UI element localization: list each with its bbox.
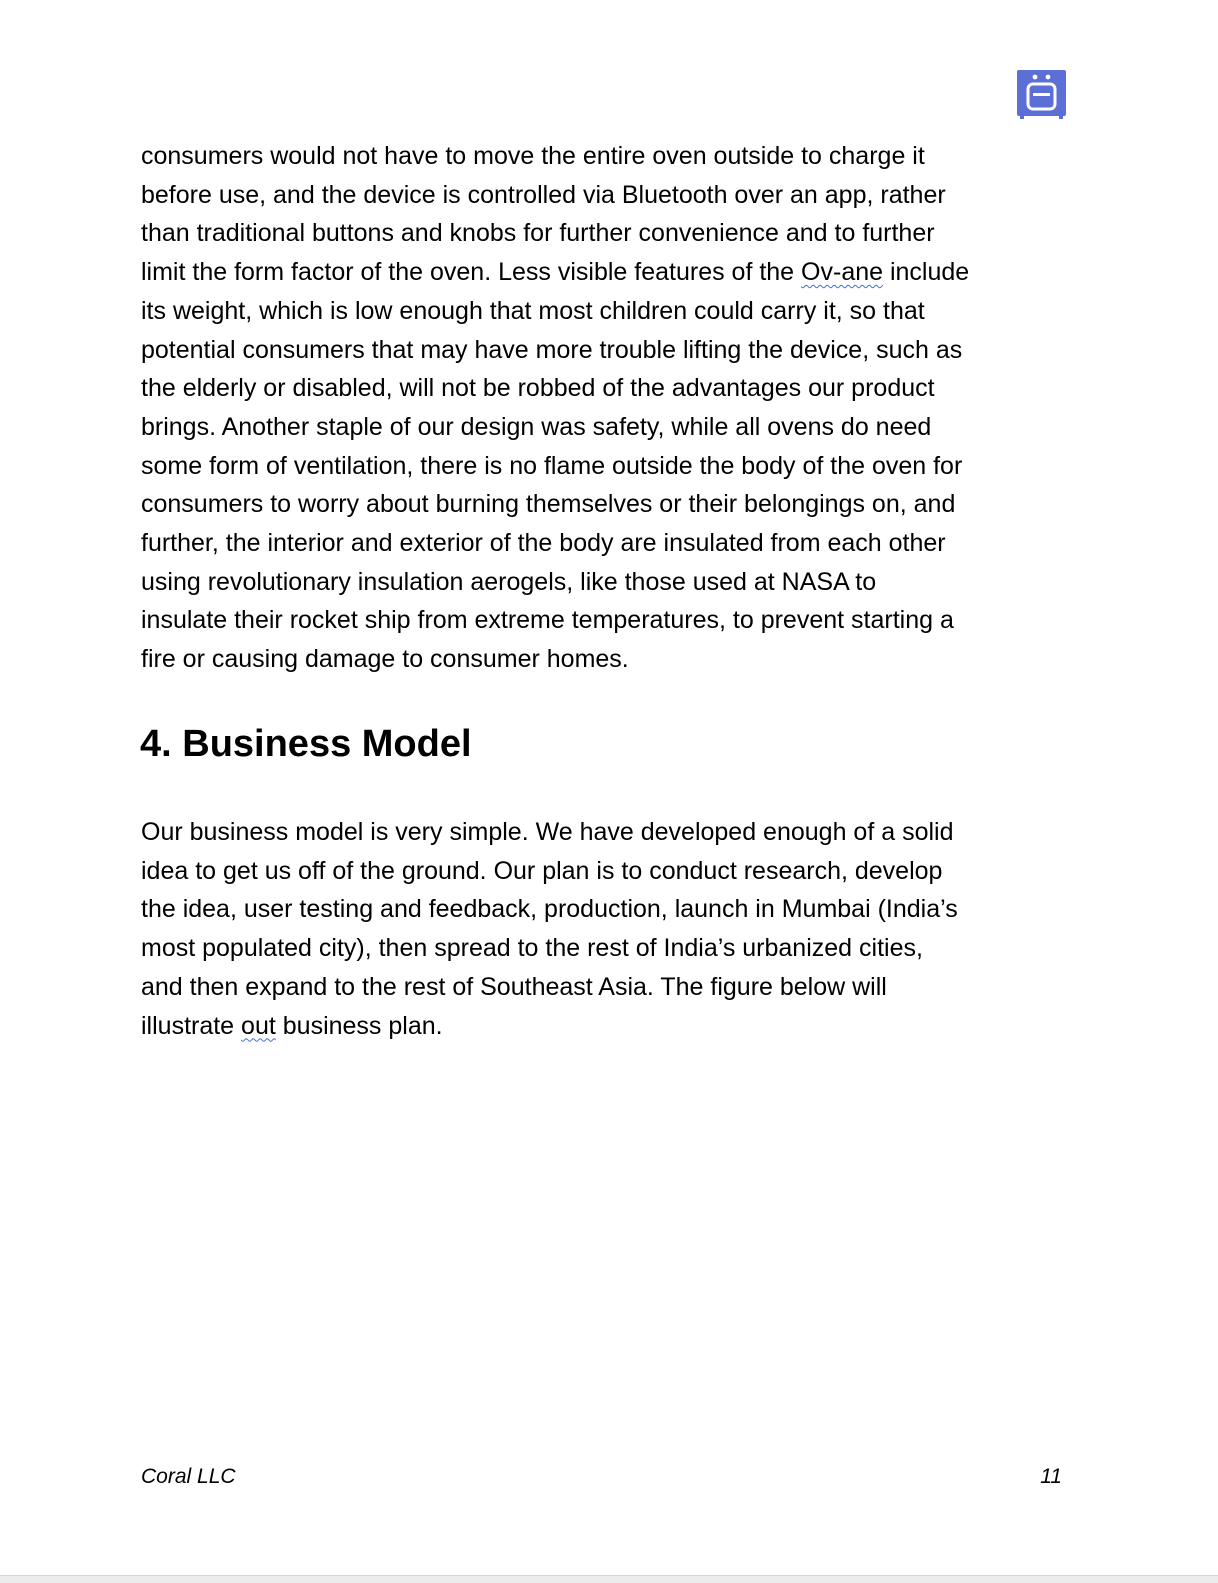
- paragraph-text: include its weight, which is low enough that most children could carry it, so that potential consumers that may have more trouble lifting the device, such as the elderly or disabled, will not be robbed of the advantages our product brings. Another staple of our design was safety, while all ovens do need some form of ventilation, there is no flame outside the body of the oven for consumers to worry about burning themselves or their belongings on, and further, the interior and exterior of the body are insulated from each other using revolutionary insulation aerogels, like those used at NASA to insulate their rocket ship from extreme temperatures, to prevent starting a fire or causing damage to consumer homes.: [141, 258, 970, 674]
- body-paragraph: [141, 813, 1066, 1045]
- footer-company-name: Coral LLC: [141, 1465, 236, 1488]
- paragraph-text: consumers would not have to move the entire oven outside to charge it before use, and the device is controlled via Bluetooth over an app, rather than traditional buttons and knobs for further convenience and to further limit the form factor of the oven. Less visible features of the: [141, 142, 946, 287]
- section-heading: 4. Business Model: [140, 723, 472, 765]
- paragraph-text: business plan.: [275, 1011, 443, 1040]
- paragraph-text: Our business model is very simple. We have developed enough of a solid idea to get us off of the ground. Our plan is to conduct research, develop the idea, user testing and feedback, production, launch in Mumbai (India’s most populated city), then spread to the rest of India’s urbanized cities, and then expand to the rest of Southeast Asia. The figure below will illustrate: [141, 818, 958, 1040]
- body-paragraph: [141, 137, 1066, 679]
- spellcheck-flagged-word[interactable]: out: [241, 1011, 276, 1040]
- spellcheck-flagged-word[interactable]: Ov-ane: [801, 258, 884, 287]
- footer-page-number: 11: [1040, 1465, 1062, 1488]
- oven-icon: [1017, 70, 1066, 119]
